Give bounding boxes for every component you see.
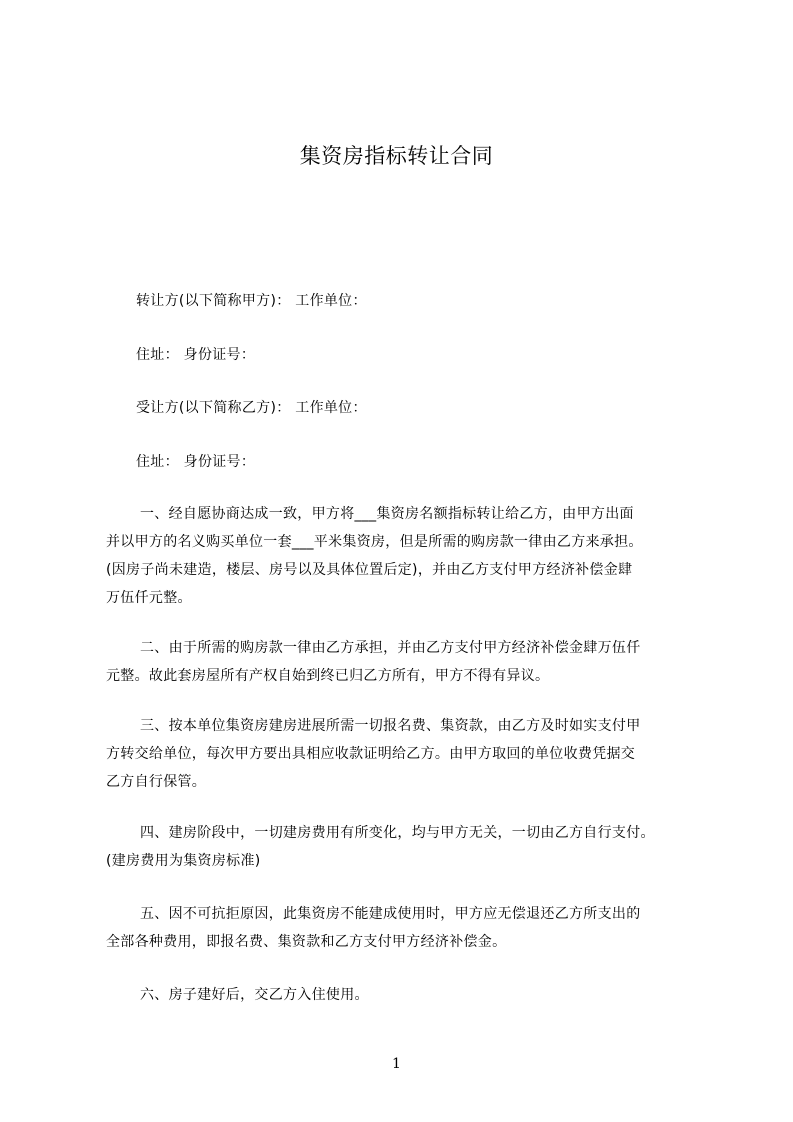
page-number: 1 <box>392 1056 401 1072</box>
clause-line: 乙方自行保管。 <box>106 774 207 790</box>
clause-line: 六、房子建好后，交乙方入住使用。 <box>140 987 369 1003</box>
clause-line: 万伍仟元整。 <box>106 590 192 606</box>
transferor-address-line: 住址： 身份证号： <box>136 347 256 363</box>
clause-line: 并以甲方的名义购买单位一套___平米集资房，但是所需的购房款一律由乙方来承担。 <box>106 534 643 550</box>
clause-1 <box>106 500 710 612</box>
clause-line: 二、由于所需的购房款一律由乙方承担，并由乙方支付甲方经济补偿金肆万伍仟 <box>140 640 641 656</box>
clause-line: 全部各种费用，即报名费、集资款和乙方支付甲方经济补偿金。 <box>106 934 507 950</box>
transferor-line: 转让方(以下简称甲方)： 工作单位： <box>136 293 367 309</box>
clause-line: 四、建房阶段中，一切建房费用有所变化，均与甲方无关，一切由乙方自行支付。 <box>140 825 655 841</box>
clause-line: 三、按本单位集资房建房进展所需一切报名费、集资款，由乙方及时如实支付甲 <box>140 718 641 734</box>
clause-4 <box>106 819 710 875</box>
clause-6 <box>106 981 710 1009</box>
clause-line: 一、经自愿协商达成一致，甲方将___集资房名额指标转让给乙方，由甲方出面 <box>140 506 634 522</box>
clause-line: 元整。故此套房屋所有产权自始到终已归乙方所有，甲方不得有异议。 <box>106 668 550 684</box>
transferee-address-line: 住址： 身份证号： <box>136 454 256 470</box>
clause-line: (建房费用为集资房标准) <box>106 853 261 869</box>
clause-line: 方转交给单位，每次甲方要出具相应收款证明给乙方。由甲方取回的单位收费凭据交 <box>106 746 636 762</box>
clause-5 <box>106 900 710 956</box>
clause-line: (因房子尚未建造，楼层、房号以及具体位置后定)，并由乙方支付甲方经济补偿金肆 <box>106 562 633 578</box>
clause-2 <box>106 634 710 690</box>
clause-line: 五、因不可抗拒原因，此集资房不能建成使用时，甲方应无偿退还乙方所支出的 <box>140 906 641 922</box>
clause-3 <box>106 712 710 796</box>
transferee-line: 受让方(以下简称乙方)： 工作单位： <box>136 400 367 416</box>
document-title: 集资房指标转让合同 <box>299 144 494 168</box>
